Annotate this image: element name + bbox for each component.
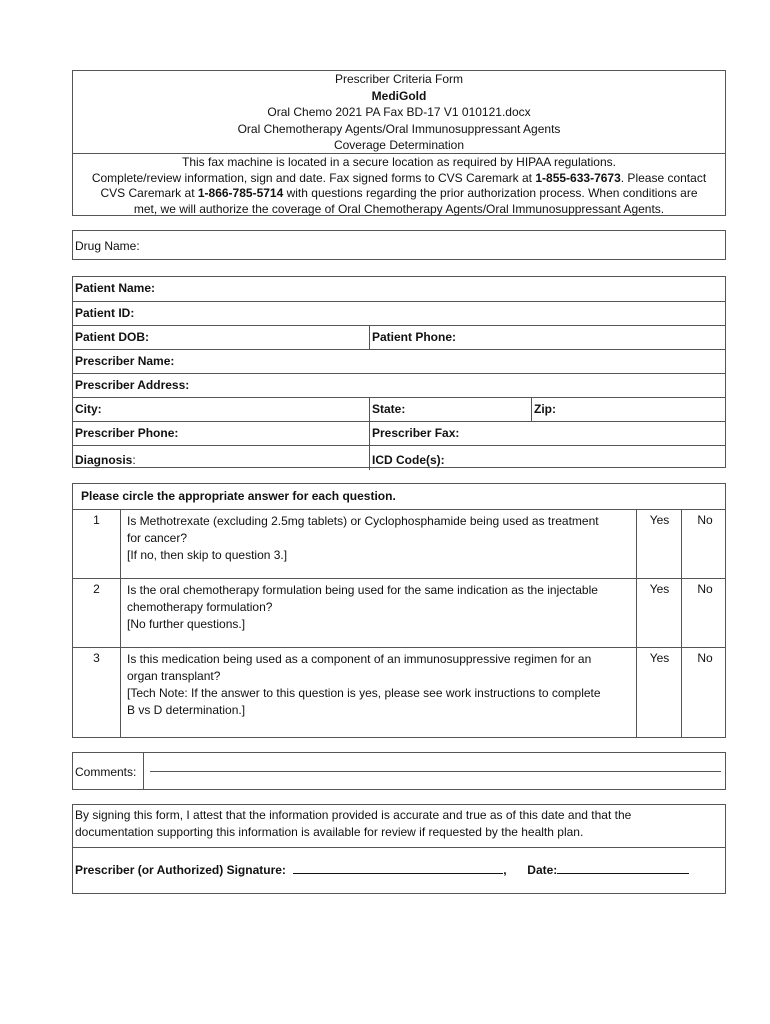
- instructions-line-1: This fax machine is located in a secure location as required by HIPAA regulations.: [181, 155, 616, 169]
- question-row: [73, 509, 725, 579]
- agents-title: Oral Chemotherapy Agents/Oral Immunosuppressant Agents: [237, 121, 561, 136]
- form-title: Prescriber Criteria Form: [334, 72, 463, 86]
- instructions-text: . Please contact: [620, 170, 707, 185]
- city-label: City:: [75, 402, 102, 416]
- signature-row: [75, 863, 689, 877]
- form-subtitle: Coverage Determination: [333, 138, 465, 152]
- attestation-line: documentation supporting this information is available for review if requested by the health plan.: [75, 825, 584, 839]
- questions-table: [72, 483, 726, 738]
- instructions-line-4: met, we will authorize the coverage of Oral Chemotherapy Agents/Oral Immunosuppressant Agents.: [133, 201, 665, 216]
- patient-name-label: Patient Name:: [75, 281, 156, 295]
- instructions-line-3: [75, 186, 723, 202]
- patient-dob-label: Patient DOB:: [75, 330, 150, 344]
- answer-no[interactable]: No: [681, 647, 728, 738]
- attestation-divider: [73, 847, 725, 848]
- zip-label: Zip:: [531, 398, 725, 422]
- plan-name: MediGold: [371, 88, 427, 103]
- attestation-text: [75, 807, 721, 841]
- instructions-text: with questions regarding the prior authorization process. When conditions are: [283, 186, 698, 200]
- attestation-box: [72, 804, 726, 894]
- drug-name-label: Drug Name:: [75, 239, 140, 253]
- question-text-line: [Tech Note: If the answer to this question is yes, please see work instructions to complete: [127, 686, 601, 700]
- state-label: State:: [369, 398, 531, 422]
- signature-trail: ,: [503, 863, 507, 877]
- question-number: 2: [93, 582, 100, 596]
- answer-no[interactable]: No: [681, 578, 728, 647]
- drug-name-field[interactable]: [72, 230, 726, 260]
- question-text-line: [If no, then skip to question 3.]: [127, 548, 288, 562]
- answer-yes[interactable]: Yes: [636, 578, 682, 647]
- document-id: Oral Chemo 2021 PA Fax BD-17 V1 010121.docx: [267, 105, 531, 119]
- prescriber-fax-label: Prescriber Fax:: [369, 422, 725, 446]
- question-text-line: Is the oral chemotherapy formulation being used for the same indication as the injectable: [127, 583, 598, 597]
- icd-code-label: ICD Code(s):: [369, 446, 725, 470]
- patient-id-row[interactable]: [73, 301, 725, 326]
- question-text-line: Is this medication being used as a component of an immunosuppressive regimen for an: [127, 652, 592, 666]
- signature-label: Prescriber (or Authorized) Signature:: [75, 863, 286, 877]
- prescriber-address-label: Prescriber Address:: [75, 378, 190, 392]
- question-text-line: B vs D determination.]: [127, 703, 246, 717]
- prescriber-phone-row[interactable]: [73, 421, 725, 446]
- comments-label: Comments:: [75, 765, 137, 779]
- prescriber-name-row[interactable]: [73, 349, 725, 374]
- diagnosis-row[interactable]: [73, 445, 725, 470]
- question-row: [73, 647, 725, 738]
- date-line[interactable]: [557, 863, 689, 874]
- attestation-line: By signing this form, I attest that the information provided is accurate and true as of this date and that the: [75, 808, 632, 822]
- question-text-line: Is Methotrexate (excluding 2.5mg tablets) or Cyclophosphamide being used as treatment: [127, 514, 599, 528]
- prescriber-address-row[interactable]: [73, 373, 725, 398]
- comments-field[interactable]: [143, 753, 725, 789]
- diagnosis-colon: :: [132, 453, 136, 467]
- comments-underline: [150, 771, 721, 772]
- form-header: [72, 70, 726, 216]
- patient-phone-label: Patient Phone:: [369, 326, 725, 350]
- comments-box: [72, 752, 726, 790]
- question-text-line: for cancer?: [127, 531, 188, 545]
- question-text: [120, 578, 636, 647]
- question-number: 1: [93, 513, 100, 527]
- instructions: [73, 155, 725, 217]
- answer-yes[interactable]: Yes: [636, 509, 682, 578]
- instructions-line-2: [75, 171, 723, 187]
- prescriber-name-label: Prescriber Name:: [75, 354, 175, 368]
- question-row: [73, 578, 725, 648]
- header-divider: [73, 153, 725, 154]
- signature-line[interactable]: [293, 863, 503, 874]
- answer-no[interactable]: No: [681, 509, 728, 578]
- patient-dob-row[interactable]: [73, 325, 725, 350]
- question-text-line: [No further questions.]: [127, 617, 246, 631]
- instructions-text: CVS Caremark at: [100, 186, 198, 200]
- patient-info-table: [72, 276, 726, 468]
- question-text-line: chemotherapy formulation?: [127, 600, 273, 614]
- questions-header: Please circle the appropriate answer for each question.: [73, 484, 725, 510]
- diagnosis-label-text: Diagnosis: [75, 453, 133, 467]
- question-text-line: organ transplant?: [127, 669, 221, 683]
- instructions-text: Complete/review information, sign and date. Fax signed forms to CVS Caremark at: [91, 170, 536, 185]
- patient-name-row[interactable]: [73, 277, 725, 301]
- patient-id-label: Patient ID:: [75, 306, 135, 320]
- city-state-zip-row[interactable]: [73, 397, 725, 422]
- fax-number: 1-855-633-7673: [535, 170, 621, 185]
- diagnosis-label: [73, 446, 369, 470]
- question-number: 3: [93, 651, 100, 665]
- phone-number: 1-866-785-5714: [197, 186, 284, 200]
- date-label: Date:: [527, 863, 558, 877]
- answer-yes[interactable]: Yes: [636, 647, 682, 738]
- question-text: [120, 647, 636, 738]
- question-text: [120, 509, 636, 578]
- prescriber-phone-label: Prescriber Phone:: [75, 426, 179, 440]
